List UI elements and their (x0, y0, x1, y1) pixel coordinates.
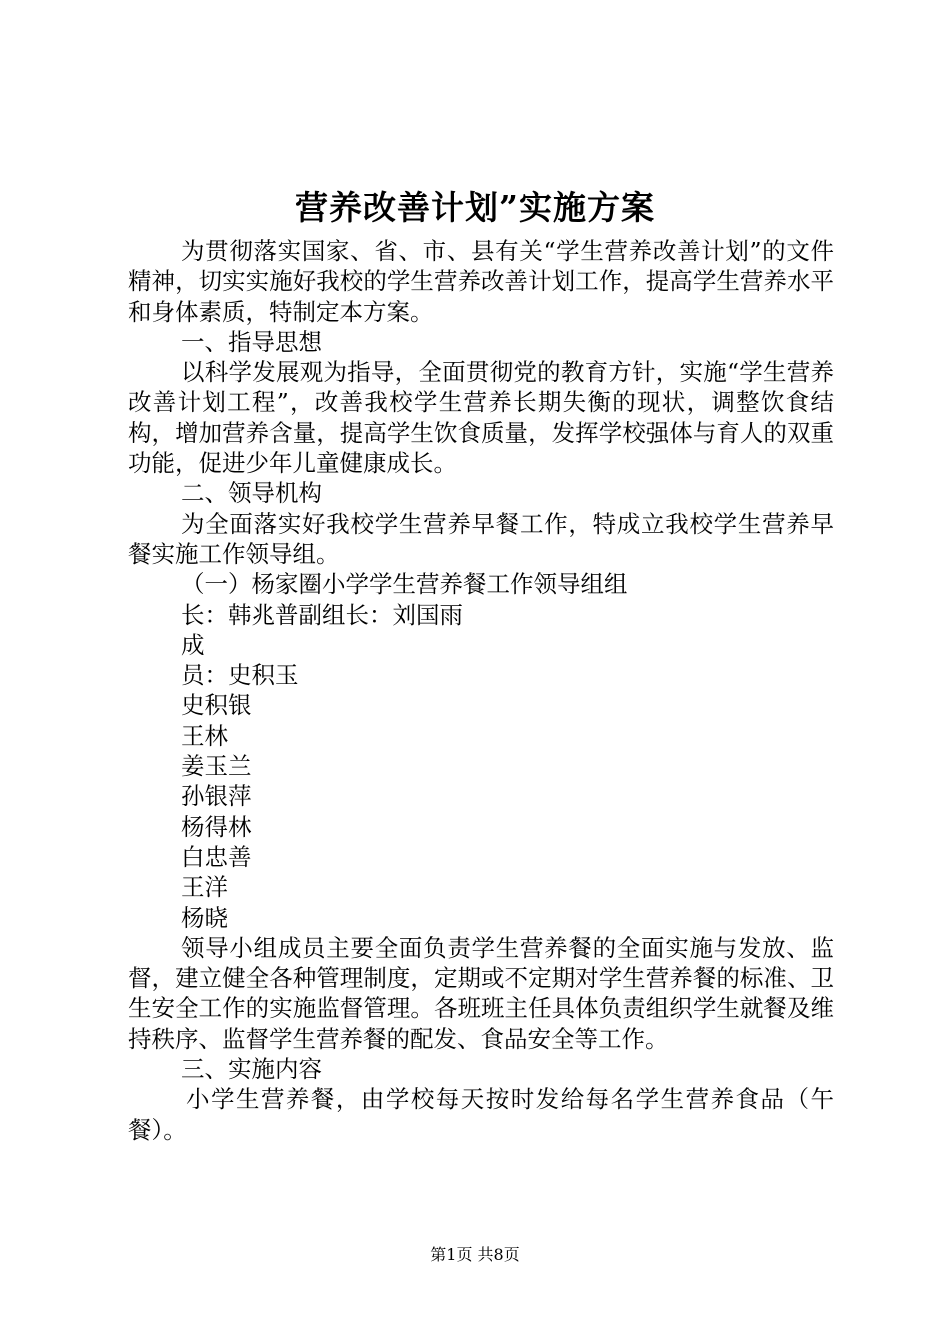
section2-heading: 二、领导机构 (181, 479, 322, 508)
member-item: 孙银萍 (181, 782, 252, 811)
document-body (128, 236, 834, 1145)
member-item: 杨晓 (181, 903, 228, 932)
first-member-line: 员：史积玉 (181, 661, 299, 690)
page-footer: 第1页 共8页 (430, 1245, 520, 1264)
member-item: 王洋 (181, 873, 228, 902)
member-item: 王林 (181, 721, 228, 750)
duty-paragraph: 领导小组成员主要全面负责学生营养餐的全面实施与发放、监督，建立健全各种管理制度，定期或不定期对学生营养餐的标准、卫生安全工作的实施监督管理。各班班主任具体负责组织学生就餐及维持秩序、监督学生营养餐的配发、食品安全等工作。 (128, 933, 834, 1053)
members-label: 成 (181, 630, 205, 659)
section3-heading: 三、实施内容 (181, 1055, 322, 1084)
group-title: （一）杨家圈小学学生营养餐工作领导组组 (181, 570, 628, 599)
section1-paragraph: 以科学发展观为指导，全面贯彻党的教育方针，实施“学生营养改善计划工程”，改善我校学生营养长期失衡的现状，调整饮食结构，增加营养含量，提高学生饮食质量，发挥学校强体与育人的双重功能，促进少年儿童健康成长。 (128, 358, 834, 478)
member-item: 杨得林 (181, 812, 252, 841)
leader-line: 长：韩兆普副组长：刘国雨 (181, 600, 463, 629)
member-item: 史积银 (181, 691, 252, 720)
member-item: 姜玉兰 (181, 752, 252, 781)
member-item: 白忠善 (181, 842, 252, 871)
section2-paragraph: 为全面落实好我校学生营养早餐工作，特成立我校学生营养早餐实施工作领导组。 (128, 509, 834, 568)
document-title: 营养改善计划”实施方案 (295, 188, 655, 227)
section1-heading: 一、指导思想 (181, 327, 322, 356)
section3-paragraph: 小学生营养餐，由学校每天按时发给每名学生营养食品（午餐）。 (128, 1085, 834, 1144)
intro-paragraph: 为贯彻落实国家、省、市、县有关“学生营养改善计划”的文件精神，切实实施好我校的学生营养改善计划工作，提高学生营养水平和身体素质，特制定本方案。 (128, 237, 834, 326)
